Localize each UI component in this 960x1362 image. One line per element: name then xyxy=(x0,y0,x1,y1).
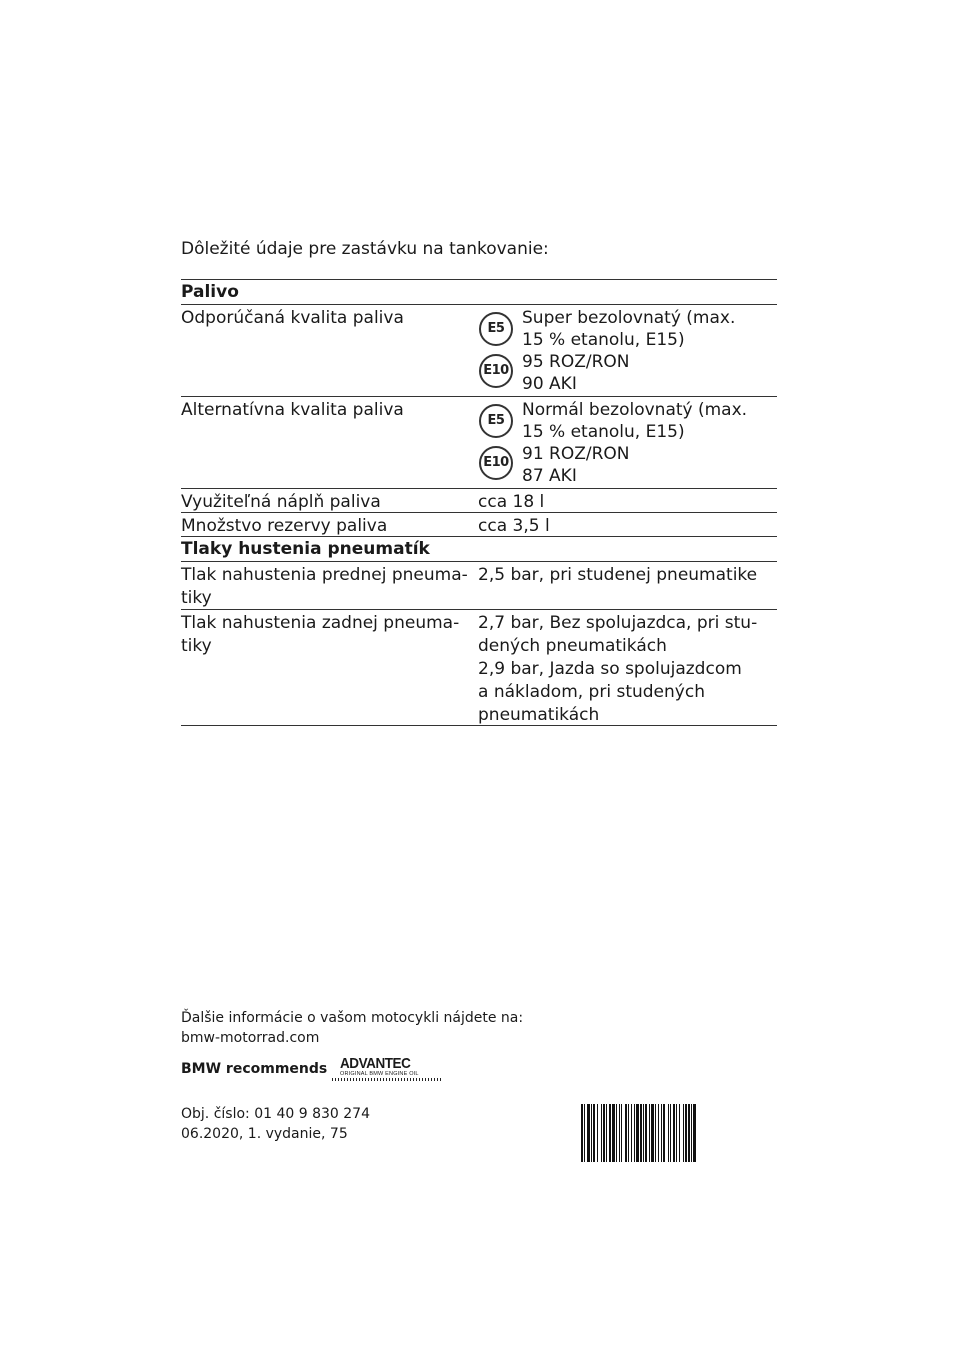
value-line: a nákladom, pri studených xyxy=(478,682,705,702)
barcode-icon xyxy=(580,1104,777,1162)
fuel-reserve-row xyxy=(181,512,777,536)
more-info xyxy=(181,1008,523,1048)
row-value: cca 3,5 l xyxy=(478,516,550,536)
label-line: Tlak nahustenia zadnej pneuma- xyxy=(181,613,460,633)
rear-tire-row xyxy=(181,609,777,726)
fuel-spec xyxy=(522,307,735,395)
fuel-spec-line: 95 ROZ/RON xyxy=(522,352,630,372)
front-tire-row xyxy=(181,561,777,609)
row-value: cca 18 l xyxy=(478,492,545,512)
fuel-spec-line: 15 % etanolu, E15) xyxy=(522,330,685,350)
website-link[interactable]: bmw-motorrad.com xyxy=(181,1030,320,1046)
row-label: Využiteľná náplň paliva xyxy=(181,492,381,512)
value-line: 2,7 bar, Bez spolujazdca, pri stu- xyxy=(478,613,758,633)
fuel-spec-line: Normál bezolovnatý (max. xyxy=(522,400,748,420)
label-line: tiky xyxy=(181,636,212,656)
e5-icon: E5 xyxy=(479,404,513,438)
fuel-spec-line: Super bezolovnatý (max. xyxy=(522,308,736,328)
fuel-spec-line: 91 ROZ/RON xyxy=(522,444,630,464)
row-value xyxy=(478,612,778,727)
e10-icon: E10 xyxy=(479,354,513,388)
bmw-recommends-label: BMW recommends xyxy=(181,1061,328,1077)
row-label xyxy=(181,612,471,658)
value-line: 2,5 bar, pri studenej pneumatike xyxy=(478,565,758,585)
more-info-text: Ďalšie informácie o vašom motocykli nájdete na: xyxy=(181,1010,524,1026)
fuel-spec-line: 87 AKI xyxy=(522,466,577,486)
tank-capacity-row xyxy=(181,488,777,512)
intro-heading: Dôležité údaje pre zastávku na tankovanie: xyxy=(181,239,549,259)
label-line: tiky xyxy=(181,588,212,608)
fuel-spec-line: 90 AKI xyxy=(522,374,577,394)
recommended-fuel-row xyxy=(181,304,777,396)
logo-stripe xyxy=(332,1078,442,1081)
value-line: pneumatikách xyxy=(478,705,600,725)
fuel-spec-line: 15 % etanolu, E15) xyxy=(522,422,685,442)
row-label: Odporúčaná kvalita paliva xyxy=(181,308,404,328)
tire-section-header: Tlaky hustenia pneumatík xyxy=(181,536,777,561)
alternative-fuel-row xyxy=(181,396,777,488)
fuel-section-header: Palivo xyxy=(181,279,777,304)
logo-wordmark: ADVANTEC xyxy=(340,1055,411,1072)
data-table xyxy=(181,279,777,726)
e5-icon: E5 xyxy=(479,312,513,346)
label-line: Tlak nahustenia prednej pneuma- xyxy=(181,565,468,585)
row-value xyxy=(478,564,778,587)
order-number: Obj. číslo: 01 40 9 830 274 xyxy=(181,1106,370,1122)
row-label xyxy=(181,564,471,610)
advantec-logo xyxy=(332,1055,442,1083)
value-line: dených pneumatikách xyxy=(478,636,667,656)
row-label: Množstvo rezervy paliva xyxy=(181,516,388,536)
edition-info: 06.2020, 1. vydanie, 75 xyxy=(181,1126,348,1142)
fuel-spec xyxy=(522,399,747,487)
value-line: 2,9 bar, Jazda so spolujazdcom xyxy=(478,659,742,679)
order-info xyxy=(181,1104,370,1144)
logo-tagline: ORIGINAL BMW ENGINE OIL xyxy=(340,1071,419,1077)
e10-icon: E10 xyxy=(479,446,513,480)
row-label: Alternatívna kvalita paliva xyxy=(181,400,404,420)
